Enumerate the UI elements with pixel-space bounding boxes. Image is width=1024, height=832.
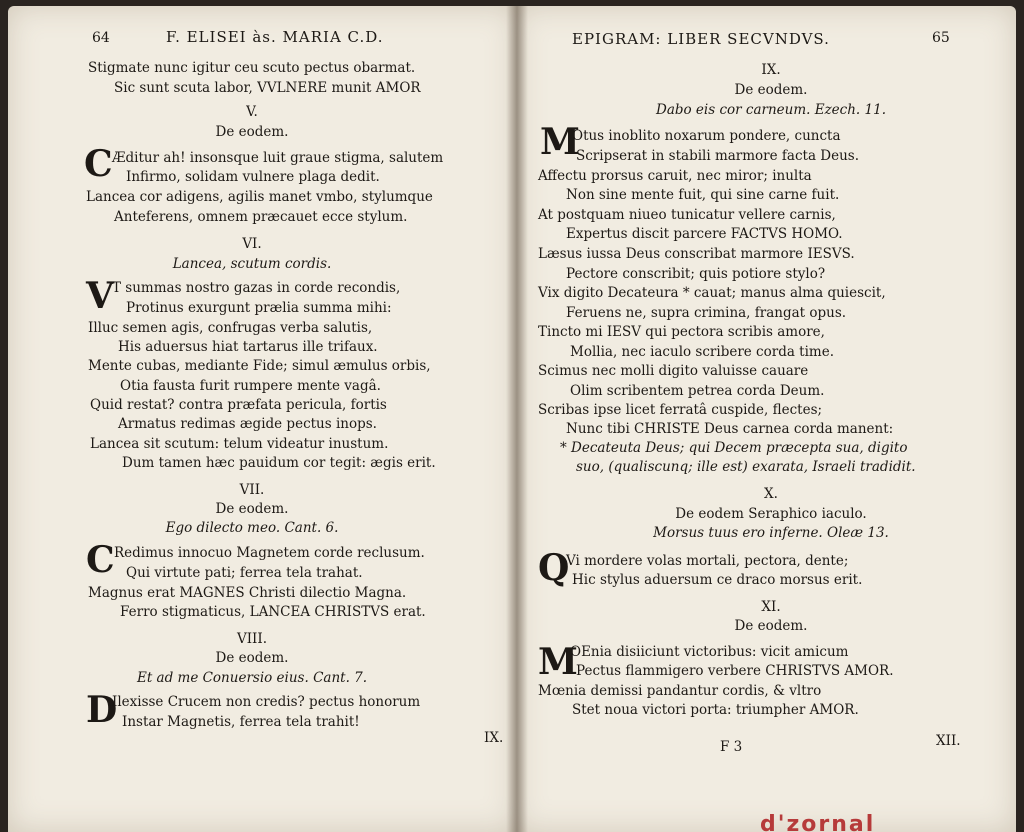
section-title: De eodem Seraphico iaculo. [675, 506, 867, 522]
catchword: IX. [484, 730, 504, 746]
text-line: Scimus nec molli digito valuisse cauare [538, 363, 809, 379]
text-line: Otia fausta furit rumpere mente vagâ. [120, 378, 381, 394]
section-title: De eodem. [215, 501, 289, 517]
right-page [516, 6, 1016, 832]
section-title: De eodem. [215, 650, 289, 666]
catchword: XII. [936, 733, 961, 749]
drop-cap: Q [538, 547, 570, 589]
text-line: Mollia, nec iaculo scribere corda time. [570, 344, 835, 360]
text-line: Protinus exurgunt prælia summa mihi: [126, 300, 392, 316]
text-line: Quid restat? contra præfata pericula, fortis [90, 397, 387, 413]
text-line: Magnus erat MAGNES Christi dilectio Magna. [88, 585, 407, 601]
drop-cap: D [86, 689, 118, 731]
text-line: Scripserat in stabili marmore facta Deus. [576, 148, 860, 164]
text-line: Læsus iussa Deus conscribat marmore IESVS. [538, 246, 855, 262]
drop-cap: V [86, 275, 114, 317]
text-line: Non sine mente fuit, qui sine carne fuit. [566, 187, 840, 203]
text-line: Expertus discit parcere FACTVS HOMO. [566, 226, 843, 242]
section-title: De eodem. [734, 618, 808, 634]
section-number: VI. [242, 236, 262, 252]
text-line: Sic sunt scuta labor, VVLNERE munit AMOR [114, 80, 421, 96]
text-line: OEnia disiiciunt victoribus: vicit amicum [570, 644, 849, 660]
text-line: Redimus innocuo Magnetem corde reclusum. [114, 545, 425, 561]
drop-cap: C [86, 539, 115, 581]
text-line: T summas nostro gazas in corde recondis, [112, 280, 401, 296]
text-line: Qui virtute pati; ferrea tela trahat. [126, 565, 363, 581]
left-running-head: F. ELISEI às. MARIA C.D. [166, 28, 384, 46]
footnote-line: suo, (qualiscunq; ille est) exarata, Israeli tradidit. [576, 459, 916, 475]
text-line: Ilexisse Crucem non credis? pectus honorum [112, 694, 421, 710]
text-line: Feruens ne, supra crimina, frangat opus. [566, 305, 847, 321]
text-line: Lancea sit scutum: telum videatur inustum. [90, 436, 389, 452]
text-line: Otus inoblito noxarum pondere, cuncta [572, 128, 841, 144]
text-line: Instar Magnetis, ferrea tela trahit! [122, 714, 360, 730]
drop-cap: C [84, 143, 113, 185]
text-line: Pectus flammigero verbere CHRISTVS AMOR. [576, 663, 894, 679]
signature-mark: F 3 [720, 739, 743, 755]
text-line: Stet noua victori porta: triumpher AMOR. [572, 702, 859, 718]
text-line: Dum tamen hæc pauidum cor tegit: ægis erit. [122, 455, 436, 471]
section-number: V. [246, 104, 258, 120]
text-line: Hic stylus aduersum ce draco morsus erit. [572, 572, 863, 588]
text-line: His aduersus hiat tartarus ille trifaux. [118, 339, 378, 355]
section-number: X. [764, 486, 778, 502]
right-page-number: 65 [932, 30, 950, 46]
drop-cap: M [538, 641, 578, 683]
scripture-reference: Dabo eis cor carneum. Ezech. 11. [656, 102, 886, 118]
text-line: Ferro stigmaticus, LANCEA CHRISTVS erat. [120, 604, 426, 620]
text-line: Infirmo, solidam vulnere plaga dedit. [126, 169, 380, 185]
text-line: Armatus redimas ægide pectus inops. [118, 416, 377, 432]
section-title: De eodem. [734, 82, 808, 98]
scripture-reference: Ego dilecto meo. Cant. 6. [165, 520, 339, 536]
library-stamp: d'zornal [760, 812, 876, 832]
text-line: At postquam niueo tunicatur vellere carnis, [538, 207, 836, 223]
text-line: Æditur ah! insonsque luit graue stigma, salutem [112, 150, 444, 166]
section-title: Lancea, scutum cordis. [172, 256, 332, 272]
section-title: De eodem. [215, 124, 289, 140]
section-number: VII. [239, 482, 265, 498]
right-running-head: EPIGRAM: LIBER SECVNDVS. [572, 30, 830, 48]
text-line: Lancea cor adigens, agilis manet vmbo, stylumque [86, 189, 433, 205]
scripture-reference: Morsus tuus ero inferne. Oleæ 13. [653, 525, 889, 541]
left-page [8, 6, 516, 832]
left-page-number: 64 [92, 30, 110, 46]
section-number: IX. [761, 62, 781, 78]
text-line: Anteferens, omnem præcauet ecce stylum. [114, 209, 408, 225]
text-line: Affectu prorsus caruit, nec miror; inulta [538, 168, 812, 184]
text-line: Scribas ipse licet ferratâ cuspide, flectes; [538, 402, 823, 418]
text-line: Illuc semen agis, confrugas verba salutis, [88, 320, 373, 336]
section-number: XI. [761, 599, 781, 615]
footnote-line: * Decateuta Deus; qui Decem præcepta sua, digito [560, 440, 908, 456]
text-line: Olim scribentem petrea corda Deum. [570, 383, 825, 399]
section-number: VIII. [236, 631, 268, 647]
text-line: Pectore conscribit; quis potiore stylo? [566, 266, 826, 282]
scripture-reference: Et ad me Conuersio eius. Cant. 7. [136, 670, 368, 686]
text-line: Mœnia demissi pandantur cordis, & vltro [538, 683, 822, 699]
text-line: Vi mordere volas mortali, pectora, dente; [566, 553, 849, 569]
text-line: Tincto mi IESV qui pectora scribis amore, [538, 324, 825, 340]
text-line: Nunc tibi CHRISTE Deus carnea corda manent: [566, 421, 894, 437]
drop-cap: M [540, 121, 580, 163]
text-line: Mente cubas, mediante Fide; simul æmulus orbis, [88, 358, 431, 374]
text-line: Vix digito Decateura * cauat; manus alma quiescit, [538, 285, 886, 301]
text-line: Stigmate nunc igitur ceu scuto pectus obarmat. [88, 60, 416, 76]
